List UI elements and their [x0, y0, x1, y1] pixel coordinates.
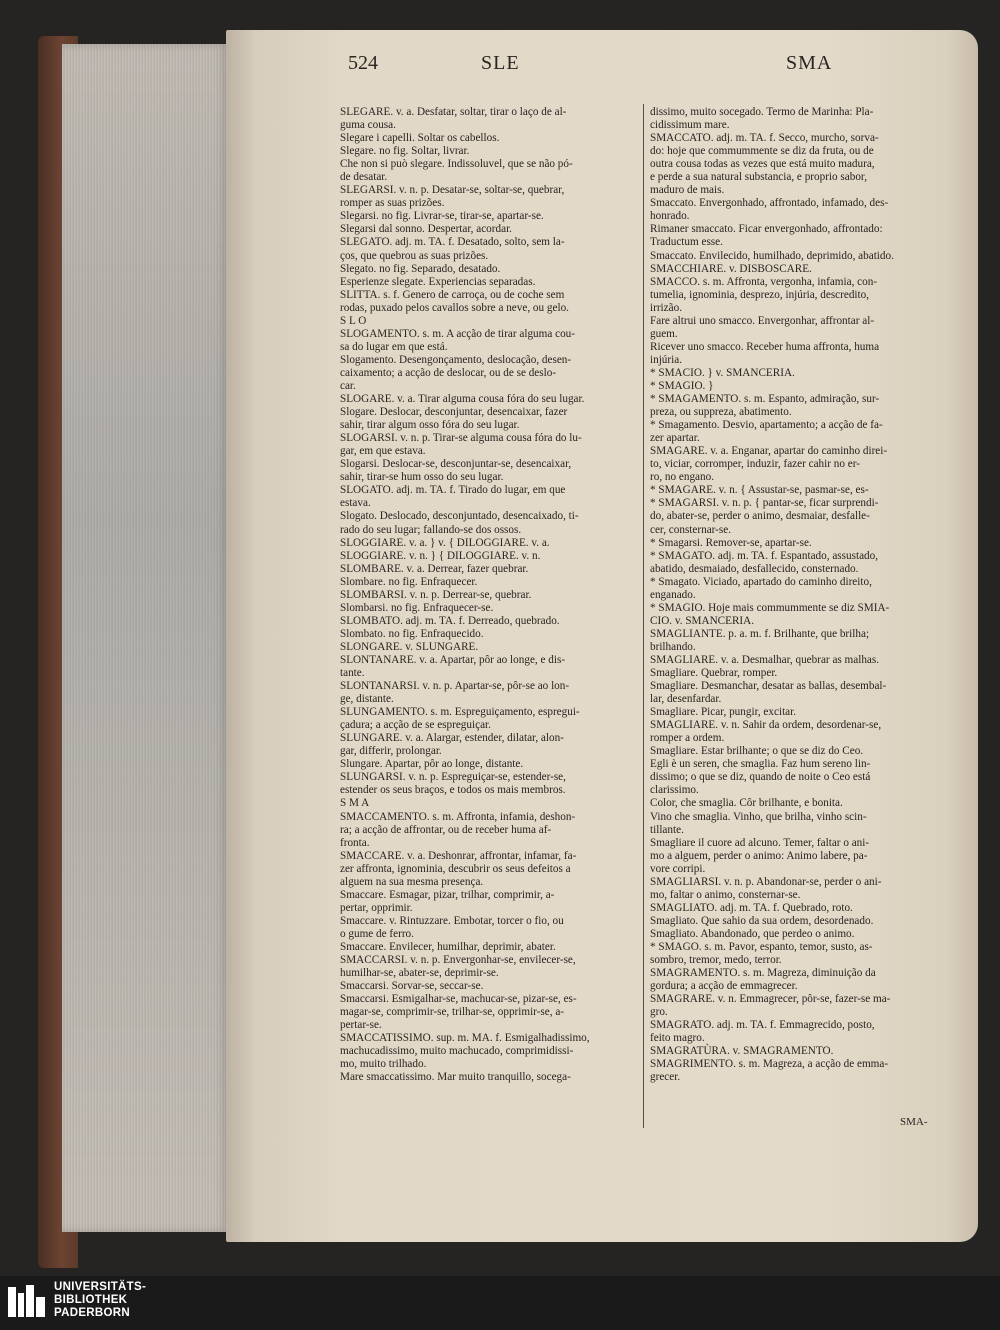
- entry-line: SMACCAMENTO. s. m. Affronta, infamia, deshon-: [340, 810, 576, 823]
- entry-line: guem.: [650, 327, 678, 340]
- entry-line: car.: [340, 379, 356, 392]
- entry-line: pertar-se.: [340, 1019, 382, 1032]
- entry-line: SLOMBARE. v. a. Derrear, fazer quebrar.: [340, 562, 529, 575]
- entry-line: feito magro.: [650, 1032, 705, 1045]
- entry-line: ra; a acção de affrontar, ou de receber huma af-: [340, 823, 552, 836]
- page-block-edge: [62, 44, 230, 1232]
- entry-line: do: hoje que commummente se diz da fruta, ou de: [650, 145, 874, 158]
- entry-line: SLUNGARE. v. a. Alargar, estender, dilatar, alon-: [340, 732, 564, 745]
- entry-line: to, viciar, corromper, induzir, fazer cahir no er-: [650, 458, 860, 471]
- entry-line: Slogato. Deslocado, desconjuntado, desencaixado, ti-: [340, 510, 579, 523]
- entry-line: do, abater-se, perder o animo, desmaiar, desfalle-: [650, 510, 870, 523]
- page-number: 524: [348, 52, 378, 74]
- entry-line: honrado.: [650, 210, 690, 223]
- library-logo-icon: [6, 1283, 48, 1321]
- entry-line: estender os seus braços, e todos os mais membros.: [340, 784, 566, 797]
- entry-line: Slombare. no fig. Enfraquecer.: [340, 575, 478, 588]
- entry-line: SMAGLIANTE. p. a. m. f. Brilhante, que brilha;: [650, 627, 870, 640]
- entry-line: SLEGARSI. v. n. p. Desatar-se, soltar-se, quebrar,: [340, 184, 565, 197]
- entry-line: Smaccare. Esmagar, pizar, trilhar, comprimir, a-: [340, 888, 555, 901]
- entry-line: Smaccato. Envilecido, humilhado, deprimido, abatido.: [650, 249, 894, 262]
- entry-line: SMACCARSI. v. n. p. Envergonhar-se, envilecer-se,: [340, 954, 576, 967]
- entry-line: SMAGRATO. adj. m. TA. f. Emmagrecido, posto,: [650, 1019, 875, 1032]
- entry-line: enganado.: [650, 588, 696, 601]
- entry-line: ços, que quebrou as suas prizões.: [340, 249, 489, 262]
- entry-line: outra cousa todas as vezes que está muito madura,: [650, 158, 875, 171]
- entry-line: S L O: [340, 314, 367, 327]
- entry-line: grecer.: [650, 1071, 681, 1084]
- entry-line: Slegato. no fig. Separado, desatado.: [340, 262, 501, 275]
- entry-line: * SMAGARE. v. n. { Assustar-se, pasmar-se, es-: [650, 484, 869, 497]
- entry-line: pertar, opprimir.: [340, 901, 413, 914]
- entry-line: romper as suas prizões.: [340, 197, 445, 210]
- entry-line: rado do seu lugar; fallando-se dos ossos.: [340, 523, 522, 536]
- entry-line: Ricever uno smacco. Receber huma affronta, huma: [650, 340, 880, 353]
- entry-line: Che non si può slegare. Indissoluvel, que se não pó-: [340, 158, 573, 171]
- footer-bar: [0, 1276, 1000, 1330]
- entry-line: SLONGARE. v. SLUNGARE.: [340, 640, 479, 653]
- entry-line: SLITTA. s. f. Genero de carroça, ou de coche sem: [340, 288, 565, 301]
- library-logo-line: PADERBORN: [54, 1307, 130, 1319]
- entry-line: SMAGLIARE. v. n. Sahir da ordem, desordenar-se,: [650, 719, 882, 732]
- entry-line: SMACCARE. v. a. Deshonrar, affrontar, infamar, fa-: [340, 849, 577, 862]
- entry-line: ro, no engano.: [650, 471, 715, 484]
- entry-line: SLOGAMENTO. s. m. A acção de tirar alguma cou-: [340, 327, 575, 340]
- entry-line: zer affronta, ignominia, descubrir os seus defeitos a: [340, 862, 571, 875]
- entry-line: Esperienze slegate. Experiencias separadas.: [340, 275, 536, 288]
- entry-line: sombro, tremor, medo, terror.: [650, 954, 782, 967]
- entry-line: Smaccarsi. Sorvar-se, seccar-se.: [340, 980, 484, 993]
- entry-line: SLUNGARSI. v. n. p. Espreguiçar-se, estender-se,: [340, 771, 566, 784]
- entry-line: Slegare. no fig. Soltar, livrar.: [340, 145, 470, 158]
- entry-line: machucadissimo, muito machucado, comprimidissi-: [340, 1045, 574, 1058]
- entry-line: vore corripi.: [650, 862, 706, 875]
- entry-line: Traductum esse.: [650, 236, 723, 249]
- entry-line: dissimo, muito socegado. Termo de Marinha: Pla-: [650, 106, 874, 118]
- entry-line: preza, ou suppreza, abatimento.: [650, 406, 792, 419]
- entry-line: gro.: [650, 1006, 668, 1019]
- entry-line: clarissimo.: [650, 784, 699, 797]
- entry-line: zer apartar.: [650, 432, 700, 445]
- entry-line: caixamento; a acção de deslocar, ou de se deslo-: [340, 366, 557, 379]
- entry-line: SMAGRARE. v. n. Emmagrecer, pôr-se, fazer-se ma-: [650, 993, 891, 1006]
- entry-line: guma cousa.: [340, 119, 396, 132]
- entry-line: gordura; a acção de emmagrecer.: [650, 980, 798, 993]
- entry-line: * Smagato. Viciado, apartado do caminho direito,: [650, 575, 872, 588]
- entry-line: Smaccare. v. Rintuzzare. Embotar, torcer o fio, ou: [340, 914, 564, 927]
- entry-line: Smagliare. Estar brilhante; o que se diz do Ceo.: [650, 745, 864, 758]
- entry-line: gar, em que estava.: [340, 445, 426, 458]
- entry-line: mo, muito trilhado.: [340, 1058, 427, 1071]
- catchword: SMA-: [900, 1116, 928, 1128]
- entry-line: Smaccato. Envergonhado, affrontado, infamado, des-: [650, 197, 889, 210]
- entry-line: humilhar-se, abater-se, deprimir-se.: [340, 967, 499, 980]
- entry-line: estava.: [340, 497, 371, 510]
- entry-line: Slegarsi dal sonno. Despertar, acordar.: [340, 223, 512, 236]
- entry-line: SLEGATO. adj. m. TA. f. Desatado, solto, sem la-: [340, 236, 565, 249]
- right-guide-word: SMA: [786, 52, 833, 74]
- entry-line: CIO. v. SMANCERIA.: [650, 614, 755, 627]
- entry-line: Slogamento. Desengonçamento, deslocação, desen-: [340, 353, 572, 366]
- entry-line: Rimaner smaccato. Ficar envergonhado, affrontado:: [650, 223, 883, 236]
- entry-line: mo a alguem, perder o animo: Animo labere, pa-: [650, 849, 868, 862]
- entry-line: sahir, tirar-se hum osso do seu lugar.: [340, 471, 504, 484]
- entry-line: SLOMBARSI. v. n. p. Derrear-se, quebrar.: [340, 588, 532, 601]
- entry-line: rodas, puxado pelos cavallos sobre a neve, ou gelo.: [340, 301, 569, 314]
- entry-line: Slungare. Apartar, pôr ao longe, distante.: [340, 758, 524, 771]
- entry-line: romper a ordem.: [650, 732, 725, 745]
- entry-line: tumelia, ignominia, desprezo, injúria, descredito,: [650, 288, 870, 301]
- entry-line: SLEGARE. v. a. Desfatar, soltar, tirar o laço de al-: [340, 106, 567, 118]
- entry-line: SMACCO. s. m. Affronta, vergonha, infamia, con-: [650, 275, 878, 288]
- entry-line: * Smagarsi. Remover-se, apartar-se.: [650, 536, 812, 549]
- entry-line: magar-se, comprimir-se, trilhar-se, opprimir-se, a-: [340, 1006, 565, 1019]
- entry-line: * SMAGAMENTO. s. m. Espanto, admiração, sur-: [650, 393, 880, 406]
- entry-line: lar, desenfardar.: [650, 693, 722, 706]
- entry-line: SMACCATISSIMO. sup. m. MA. f. Esmigalhadissimo,: [340, 1032, 590, 1045]
- column-divider: [643, 104, 644, 1128]
- entry-line: SMAGLIATO. adj. m. TA. f. Quebrado, roto.: [650, 901, 853, 914]
- entry-line: sahir, tirar algum osso fóra do seu lugar.: [340, 419, 520, 432]
- entry-line: çadura; a acção de se espreguiçar.: [340, 719, 491, 732]
- right-column: [650, 106, 946, 1085]
- entry-line: Smagliare. Desmanchar, desatar as ballas, desembal-: [650, 680, 887, 693]
- entry-line: SLOGATO. adj. m. TA. f. Tirado do lugar, em que: [340, 484, 566, 497]
- entry-line: * SMAGIO. }: [650, 379, 714, 392]
- entry-line: Mare smaccatissimo. Mar muito tranquillo, socega-: [340, 1071, 571, 1084]
- entry-line: SLONTANARE. v. a. Apartar, pôr ao longe, e dis-: [340, 653, 566, 666]
- entry-line: injúria.: [650, 353, 683, 366]
- entry-line: SMAGLIARSI. v. n. p. Abandonar-se, perder o ani-: [650, 875, 882, 888]
- entry-line: Smagliare. Picar, pungir, excitar.: [650, 706, 797, 719]
- left-guide-word: SLE: [481, 52, 520, 74]
- entry-line: Smaccare. Envilecer, humilhar, deprimir, abater.: [340, 941, 556, 953]
- entry-line: tillante.: [650, 823, 684, 836]
- entry-line: Color, che smaglia. Côr brilhante, e bonita.: [650, 797, 843, 810]
- entry-line: * Smagamento. Desvio, apartamento; a acção de fa-: [650, 419, 883, 432]
- left-column: [340, 106, 638, 1085]
- library-logo-line: BIBLIOTHEK: [54, 1294, 128, 1306]
- entry-line: SLONTANARSI. v. n. p. Apartar-se, pôr-se ao lon-: [340, 680, 570, 693]
- entry-line: * SMAGARSI. v. n. p. { pantar-se, ficar surprendi-: [650, 497, 879, 510]
- entry-line: Smagliato. Abandonado, que perdeo o animo.: [650, 927, 855, 940]
- entry-line: Slogare. Deslocar, desconjuntar, desencaixar, fazer: [340, 406, 568, 419]
- entry-line: fronta.: [340, 836, 370, 849]
- entry-line: SMAGLIARE. v. a. Desmalhar, quebrar as malhas.: [650, 653, 880, 666]
- entry-line: dissimo; o que se diz, quando de noite o Ceo está: [650, 771, 871, 784]
- entry-line: alguem na sua mesma presença.: [340, 875, 484, 888]
- entry-line: Smagliare il cuore ad alcuno. Temer, faltar o ani-: [650, 836, 870, 849]
- entry-line: SLOGARE. v. a. Tirar alguma cousa fóra do seu lugar.: [340, 393, 585, 406]
- entry-line: Slegarsi. no fig. Livrar-se, tirar-se, apartar-se.: [340, 210, 544, 223]
- entry-line: cer, consternar-se.: [650, 523, 732, 536]
- entry-line: Egli è un seren, che smaglia. Faz hum sereno lin-: [650, 758, 871, 771]
- entry-line: * SMAGATO. adj. m. TA. f. Espantado, assustado,: [650, 549, 879, 562]
- entry-line: SMAGRAMENTO. s. m. Magreza, diminuição da: [650, 967, 876, 980]
- entry-line: Fare altrui uno smacco. Envergonhar, affrontar al-: [650, 314, 875, 327]
- entry-line: SMACCATO. adj. m. TA. f. Secco, murcho, sorva-: [650, 132, 879, 145]
- entry-line: Smaccarsi. Esmigalhar-se, machucar-se, pizar-se, es-: [340, 993, 577, 1006]
- entry-line: o gume de ferro.: [340, 927, 414, 940]
- entry-line: * SMACIO. } v. SMANCERIA.: [650, 366, 795, 379]
- entry-line: Slombato. no fig. Enfraquecido.: [340, 627, 484, 640]
- entry-line: sa do lugar em que está.: [340, 340, 448, 353]
- entry-line: SMACCHIARE. v. DISBOSCARE.: [650, 262, 812, 275]
- library-logo-text: [54, 1281, 146, 1320]
- entry-line: de desatar.: [340, 171, 388, 184]
- entry-line: brilhando.: [650, 640, 696, 653]
- entry-line: SLUNGAMENTO. s. m. Espreguiçamento, espregui-: [340, 706, 580, 719]
- entry-line: e perde a sua natural substancia, e proprio sabor,: [650, 171, 868, 184]
- entry-line: maduro de mais.: [650, 184, 725, 197]
- entry-line: cidissimum mare.: [650, 119, 730, 132]
- entry-line: tante.: [340, 667, 365, 680]
- entry-line: abatido, desmaiado, desfallecido, consternado.: [650, 562, 859, 575]
- entry-line: * SMAGO. s. m. Pavor, espanto, temor, susto, as-: [650, 941, 873, 953]
- entry-line: gar, differir, prolongar.: [340, 745, 442, 758]
- entry-line: SLOMBATO. adj. m. TA. f. Derreado, quebrado.: [340, 614, 560, 627]
- entry-line: Vino che smaglia. Vinho, que brilha, vinho scin-: [650, 810, 867, 823]
- library-logo-line: UNIVERSITÄTS-: [54, 1281, 147, 1293]
- entry-line: SMAGRATÙRA. v. SMAGRAMENTO.: [650, 1045, 834, 1058]
- entry-line: Slegare i capelli. Soltar os cabellos.: [340, 132, 500, 145]
- entry-line: Smagliare. Quebrar, romper.: [650, 667, 778, 680]
- entry-line: Slombarsi. no fig. Enfraquecer-se.: [340, 601, 494, 614]
- entry-line: SLOGGIARE. v. n. } { DILOGGIARE. v. n.: [340, 549, 541, 562]
- entry-line: * SMAGIO. Hoje mais commummente se diz SMIA-: [650, 601, 890, 614]
- entry-line: SMAGRIMENTO. s. m. Magreza, a acção de emma-: [650, 1058, 889, 1071]
- entry-line: S M A: [340, 797, 370, 810]
- entry-line: mo, faltar o animo, consternar-se.: [650, 888, 801, 901]
- entry-line: SMAGARE. v. a. Enganar, apartar do caminho direi-: [650, 445, 888, 458]
- entry-line: Smagliato. Que sahio da sua ordem, desordenado.: [650, 914, 874, 927]
- entry-line: SLOGARSI. v. n. p. Tirar-se alguma cousa fóra do lu-: [340, 432, 582, 445]
- entry-line: SLOGGIARE. v. a. } v. { DILOGGIARE. v. a.: [340, 536, 550, 549]
- entry-line: irrizão.: [650, 301, 682, 314]
- entry-line: Slogarsi. Deslocar-se, desconjuntar-se, desencaixar,: [340, 458, 572, 471]
- entry-line: ge, distante.: [340, 693, 394, 706]
